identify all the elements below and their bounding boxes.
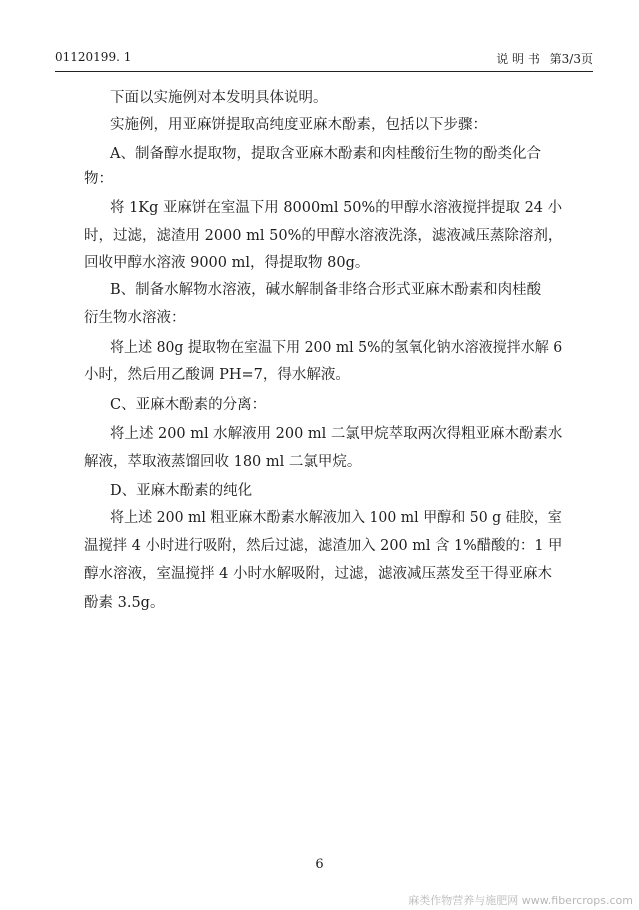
body-line: 衍生物水溶液： [84,310,186,326]
body-line: 实施例，用亚麻饼提取高纯度亚麻木酚素，包括以下步骤： [110,117,487,133]
body-line: 小时，然后用乙酸调 PH=7，得水解液。 [84,367,350,383]
body-line: 醇水溶液，室温搅拌 4 小时水解吸附，过滤，滤液减压蒸发至干得亚麻木 [84,566,552,582]
body-line: D、亚麻木酚素的纯化 [110,483,253,499]
body-line: 将上述 200 ml 水解液用 200 ml 二氯甲烷萃取两次得粗亚麻木酚素水 [110,426,563,442]
body-line: 回收甲醇水溶液 9000 ml，得提取物 80g。 [84,255,370,271]
body-line: 将 1Kg 亚麻饼在室温下用 8000ml 50%的甲醇水溶液搅拌提取 24 小 [110,200,563,216]
body-line: 下面以实施例对本发明具体说明。 [110,90,328,106]
body-line: 解液，萃取液蒸馏回收 180 ml 二氯甲烷。 [84,454,362,470]
body-line: A、制备醇水提取物，提取含亚麻木酚素和肉桂酸衍生物的酚类化合 [110,146,541,162]
page-number: 6 [315,857,324,872]
body-line: C、亚麻木酚素的分离： [110,397,267,413]
document-number: 01120199. 1 [55,50,132,64]
page-header [55,50,593,70]
body-line: 时，过滤，滤渣用 2000 ml 50%的甲醇水溶液洗涤，滤液减压蒸除溶剂， [84,228,563,244]
header-right [490,50,593,67]
body-line: 酚素 3.5g。 [84,595,165,611]
section-label: 说 明 书 [496,52,540,66]
body-line: 将上述 200 ml 粗亚麻木酚素水解液加入 100 ml 甲醇和 50 g 硅胶，室 [110,510,562,526]
header-rule [55,71,593,72]
watermark: 麻类作物营养与施肥网 www.fibercrops.com [408,894,633,907]
body-line: 将上述 80g 提取物在室温下用 200 ml 5%的氢氧化钠水溶液搅拌水解 6 [110,340,563,356]
body-line: 物： [84,171,113,187]
page-label: 第3/3页 [549,52,593,66]
body-line: 温搅拌 4 小时进行吸附，然后过滤，滤渣加入 200 ml 含 1%醋酸的：1 甲 [84,538,563,554]
body-line: B、制备水解物水溶液，碱水解制备非络合形式亚麻木酚素和肉桂酸 [110,282,542,298]
